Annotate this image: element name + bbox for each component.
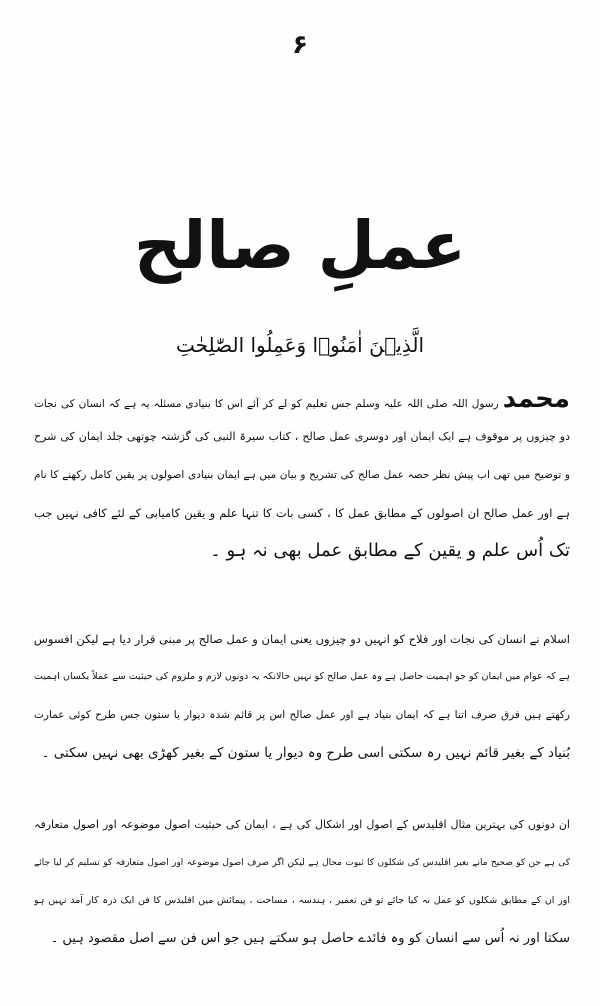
paragraph-1 <box>34 380 570 570</box>
text-line: رکھتے ہیں فرق صرف اتنا ہے کہ ایمان بنیاد ہے اور عمل صالح اس پر قائم شدہ دیوار یا ستون جس طرح کوئی عمارت <box>34 709 570 721</box>
text-line: ہے کہ عوام میں ایمان کو جو اہمیت حاصل ہے وہ عمل صالح کو نہیں حالانکہ یہ دونوں لازم و ملزوم کی حیثیت سے عملاً یکساں اہمیت <box>34 671 570 682</box>
text-line: بُنیاد کے بغیر قائم نہیں رہ سکتی اسی طرح وہ دیوار یا ستون کے بغیر کھڑی بھی نہیں سکتی ۔ <box>41 745 570 761</box>
text-line-content: رسول اللہ صلی اللہ علیہ وسلم جس تعلیم کو لے کر آئے اس کا بنیادی مسئلہ یہ ہے کہ انسان کی نجات <box>34 398 499 410</box>
text-line: دو چیزوں پر موقوف ہے ایک ایمان اور دوسری عمل صالح ، کتاب سیرۃ النبی کی گزشتہ چوتھی جلد ایمان کی شرح <box>34 430 570 443</box>
text-line <box>34 380 570 418</box>
chapter-title: عملِ صالح <box>133 207 467 284</box>
paragraph-3 <box>34 806 570 958</box>
quranic-verse: الَّذِیۡنَ اٰمَنُوۡا وَعَمِلُوا الصّٰلِحٰتِ <box>175 333 425 357</box>
text-line: و توضیح میں تھی اب پیش نظر حصہ عمل صالح کی تشریح و بیان میں ہے ایمان بنیادی اصولوں پر یقین کامل رکھنے کا نام <box>34 469 570 481</box>
text-line: تک اُس علم و یقین کے مطابق عمل بھی نہ ہو ۔ <box>210 540 570 561</box>
lead-word: محمد <box>502 384 570 414</box>
text-line: کی ہے جن کو صحیح مانے بغیر اقلیدس کی شکلوں کا ثبوت محال ہے لیکن اگر صرف اصول موضوعہ اور اصول متعارفہ کو تسلیم کر لیا جائے <box>34 858 570 868</box>
page-number: ۶ <box>292 30 308 60</box>
text-line: اسلام نے انسان کی نجات اور فلاح کو انہیں دو چیزوں یعنی ایمان و عمل صالح پر مبنی قرار دیا ہے لیکن افسوس <box>34 632 570 646</box>
text-line: سکتا اور نہ اُس سے انسان کو وہ فائدے حاصل ہو سکتے ہیں جو اس فن سے اصل مقصود ہیں ۔ <box>50 931 570 946</box>
text-line: اور ان کے مطابق شکلوں کو عمل نہ کیا جائے تو فن تعمیر ، ہندسہ ، مساحت ، پیمائش میں اقلیدس کا فن ایک ذرہ کار آمد نہیں ہو <box>34 895 570 906</box>
paragraph-2 <box>34 620 570 772</box>
text-line: ان دونوں کی بہترین مثال اقلیدس کے اصول اور اشکال کی ہے ، ایمان کی حیثیت اصول موضوعہ اور اصول متعارفہ <box>34 818 570 831</box>
text-line: ہے اور عمل صالح ان اصولوں کے مطابق عمل کا ، کسی بات کا تنہا علم و یقین کامیابی کے لئے کافی نہیں جب <box>34 506 570 520</box>
